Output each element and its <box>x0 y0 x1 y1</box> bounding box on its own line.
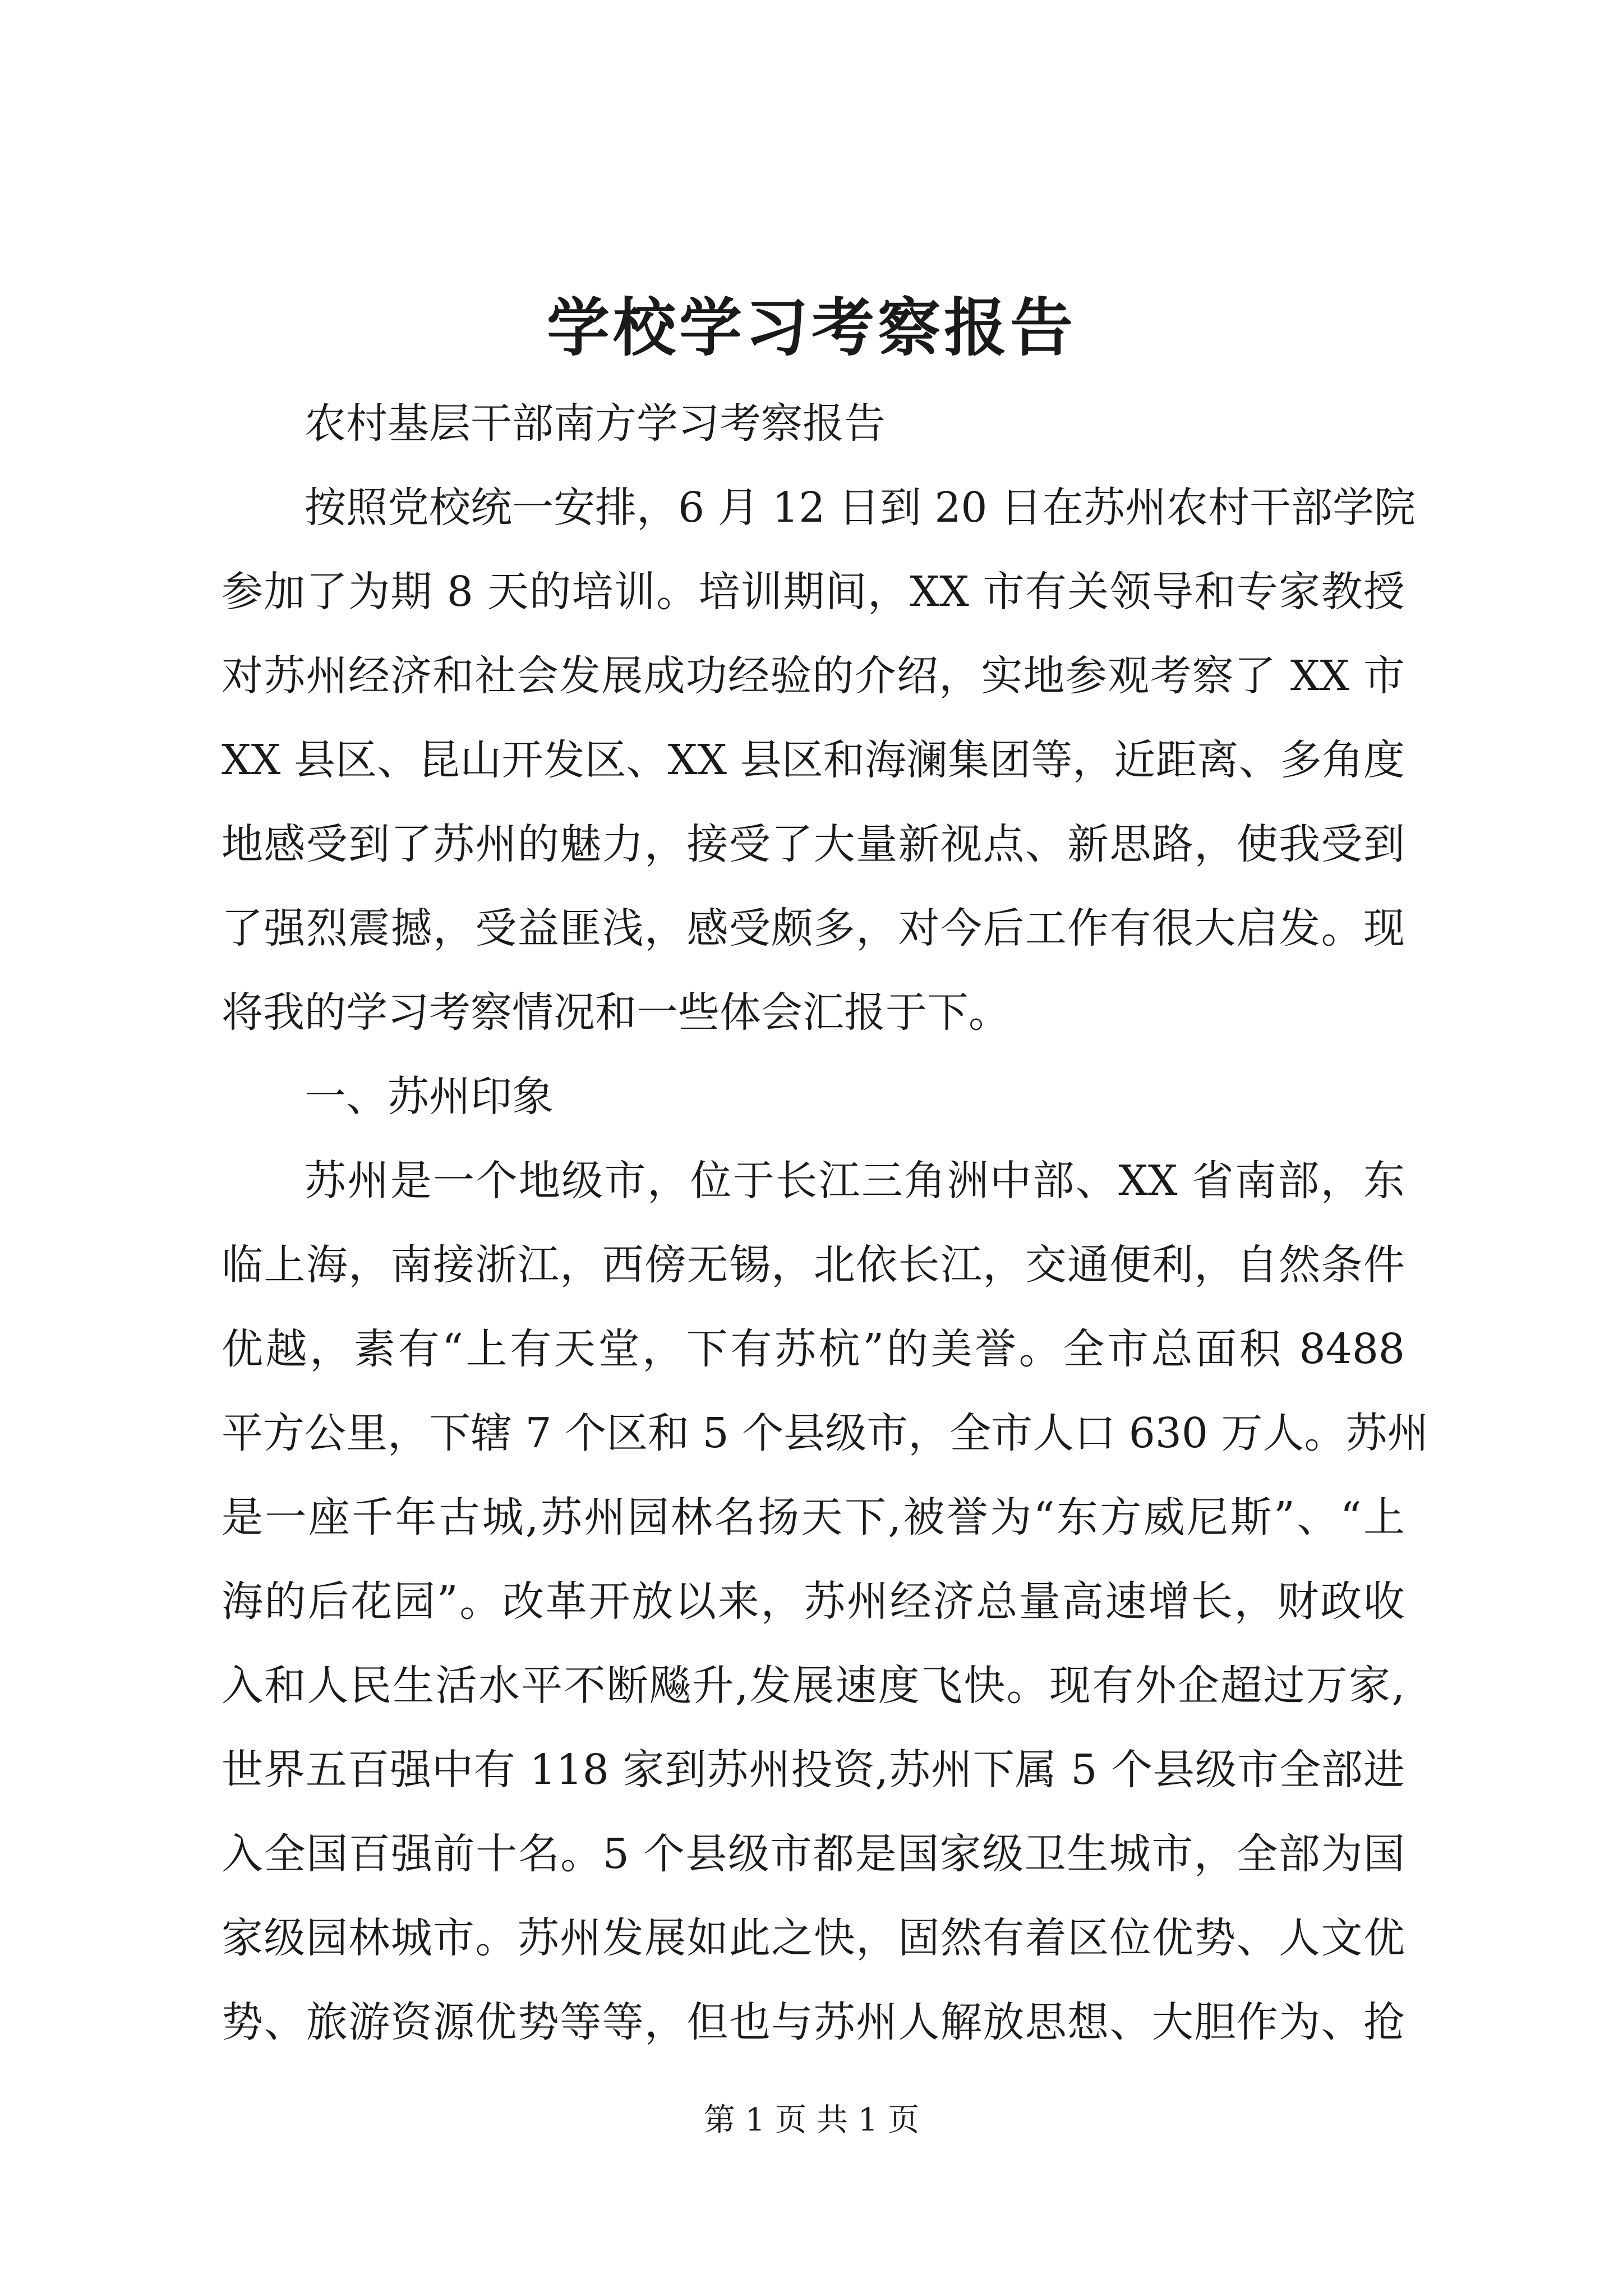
document-title: 学校学习考察报告 <box>547 291 1076 365</box>
document-subtitle: 农村基层干部南方学习考察报告 <box>305 399 886 448</box>
paragraph-2 <box>222 1139 1429 2064</box>
paragraph-line: 临上海，南接浙江，西傍无锡，北依长江，交通便利，自然条件 <box>222 1241 1405 1289</box>
paragraph-line: 对苏州经济和社会发展成功经验的介绍，实地参观考察了 XX 市 <box>222 652 1405 700</box>
paragraph-line: 将我的学习考察情况和一些体会汇报于下。 <box>222 988 1010 1037</box>
paragraph-line: XX 县区、昆山开发区、XX 县区和海澜集团等，近距离、多角度 <box>222 736 1405 784</box>
paragraph-line: 参加了为期 8 天的培训。培训期间，XX 市有关领导和专家教授 <box>222 568 1405 616</box>
paragraph-line: 优越，素有“上有天堂，下有苏杭”的美誉。全市总面积 8488 <box>222 1325 1405 1373</box>
paragraph-line: 海的后花园”。改革开放以来，苏州经济总量高速增长，财政收 <box>222 1577 1405 1626</box>
paragraph-line: 平方公里，下辖 7 个区和 5 个县级市，全市人口 630 万人。苏州 <box>222 1409 1429 1457</box>
paragraph-line: 按照党校统一安排，6 月 12 日到 20 日在苏州农村干部学院 <box>305 484 1416 532</box>
page-footer: 第 1 页 共 1 页 <box>703 2102 920 2138</box>
paragraph-line: 了强烈震撼，受益匪浅，感受颇多，对今后工作有很大启发。现 <box>222 904 1405 953</box>
paragraph-line: 是一座千年古城,苏州园林名扬天下,被誉为“东方威尼斯”、“上 <box>222 1493 1405 1542</box>
paragraph-line: 家级园林城市。苏州发展如此之快，固然有着区位优势、人文优 <box>222 1914 1405 1962</box>
paragraph-line: 世界五百强中有 118 家到苏州投资,苏州下属 5 个县级市全部进 <box>222 1746 1405 1794</box>
paragraph-line: 地感受到了苏州的魅力，接受了大量新视点、新思路，使我受到 <box>222 820 1405 868</box>
paragraph-1 <box>222 466 1416 1055</box>
paragraph-line: 入和人民生活水平不断飚升,发展速度飞快。现有外企超过万家, <box>222 1662 1405 1710</box>
document-body <box>222 381 1429 2064</box>
paragraph-line: 入全国百强前十名。5 个县级市都是国家级卫生城市，全部为国 <box>222 1830 1405 1878</box>
section-heading: 一、苏州印象 <box>305 1073 554 1121</box>
paragraph-line: 苏州是一个地级市，位于长江三角洲中部、XX 省南部，东 <box>305 1157 1405 1205</box>
paragraph-line: 势、旅游资源优势等等，但也与苏州人解放思想、大胆作为、抢 <box>222 1998 1405 2046</box>
